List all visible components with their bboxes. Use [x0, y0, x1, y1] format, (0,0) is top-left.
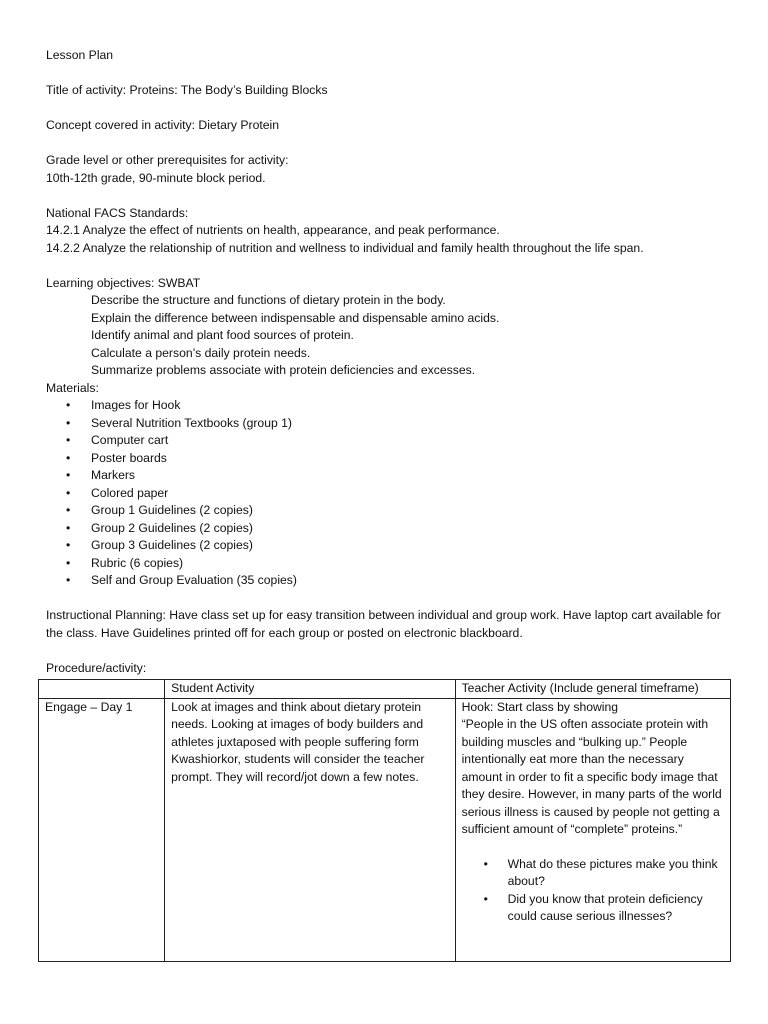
procedure-table	[38, 679, 731, 962]
teacher-activity-cell	[455, 698, 730, 961]
bullet-icon: •	[66, 573, 71, 587]
standard-item: 14.2.1 Analyze the effect of nutrients on health, appearance, and peak performance.	[46, 223, 500, 237]
table-header-cell: Teacher Activity (Include general timeframe)	[455, 680, 730, 699]
lesson-plan-page	[46, 47, 736, 677]
bullet-icon: •	[483, 891, 488, 906]
bullet-icon: •	[66, 398, 71, 412]
standard-item: 14.2.2 Analyze the relationship of nutrition and wellness to individual and family health throughout the life span.	[46, 240, 644, 255]
document-title: Lesson Plan	[46, 48, 114, 62]
material-item: • Colored paper	[46, 485, 736, 503]
list-item: • What do these pictures make you think about?	[483, 856, 718, 888]
procedure-heading: Procedure/activity:	[46, 660, 147, 675]
bullet-icon: •	[66, 450, 71, 465]
material-item: • Group 3 Guidelines (2 copies)	[46, 537, 736, 555]
objective-item: Identify animal and plant food sources of protein.	[91, 328, 354, 342]
materials-list	[46, 397, 736, 590]
bullet-icon: •	[483, 856, 488, 871]
material-item: • Group 2 Guidelines (2 copies)	[46, 520, 736, 538]
material-item: • Images for Hook	[46, 397, 736, 415]
concept-line: Concept covered in activity: Dietary Protein	[46, 118, 280, 132]
table-header-row	[39, 680, 731, 699]
table-header-cell	[39, 680, 165, 699]
objectives-heading: Learning objectives: SWBAT	[46, 275, 201, 290]
list-item: • Did you know that protein deficiency could cause serious illnesses?	[483, 891, 703, 923]
grade-heading: Grade level or other prerequisites for activity:	[46, 153, 289, 167]
bullet-icon: •	[66, 468, 71, 482]
material-item: • Rubric (6 copies)	[46, 555, 736, 573]
material-item: • Markers	[46, 467, 736, 485]
material-item: • Several Nutrition Textbooks (group 1)	[46, 415, 736, 433]
student-activity-cell: Look at images and think about dietary protein needs. Looking at images of body builders and athletes juxtaposed with people suffering form Kwashiorkor, students will consider the teacher prompt. They will record/jot down a few notes.	[165, 698, 456, 961]
objective-item: Describe the structure and functions of dietary protein in the body.	[91, 293, 446, 307]
bullet-icon: •	[66, 485, 71, 500]
activity-title: Title of activity: Proteins: The Body’s Building Blocks	[46, 83, 328, 97]
bullet-icon: •	[66, 538, 71, 552]
table-header-cell: Student Activity	[165, 680, 456, 699]
objective-item: Summarize problems associate with protein deficiencies and excesses.	[91, 363, 476, 377]
teacher-quote: “People in the US often associate protein with building muscles and “bulking up.” People intentionally eat more than the necessary amount in order to fit a specific body image that they desire. However, in many parts of the world serious illness is caused by people not getting a sufficient amount of “complete” proteins.”	[461, 717, 722, 836]
teacher-hook: Hook: Start class by showing	[461, 699, 619, 714]
bullet-icon: •	[66, 520, 71, 535]
grade-value: 10th-12th grade, 90-minute block period.	[46, 170, 266, 185]
bullet-icon: •	[66, 503, 71, 517]
materials-heading: Materials:	[46, 380, 99, 395]
objective-item: Calculate a person’s daily protein needs.	[91, 345, 311, 360]
table-row	[39, 698, 731, 961]
standards-heading: National FACS Standards:	[46, 205, 189, 220]
material-item: • Group 1 Guidelines (2 copies)	[46, 502, 736, 520]
bullet-icon: •	[66, 433, 71, 447]
objective-item: Explain the difference between indispensable and dispensable amino acids.	[91, 310, 500, 325]
bullet-icon: •	[66, 555, 71, 570]
bullet-icon: •	[66, 415, 71, 430]
teacher-prompt-list	[462, 856, 724, 926]
phase-cell: Engage – Day 1	[39, 698, 165, 961]
material-item: • Computer cart	[46, 432, 736, 450]
material-item: • Poster boards	[46, 450, 736, 468]
material-item: • Self and Group Evaluation (35 copies)	[46, 572, 736, 590]
instructional-planning: Instructional Planning: Have class set up for easy transition between individual and group work. Have laptop cart available for the class. Have Guidelines printed off for each group or posted on electronic blackboard.	[46, 608, 721, 640]
